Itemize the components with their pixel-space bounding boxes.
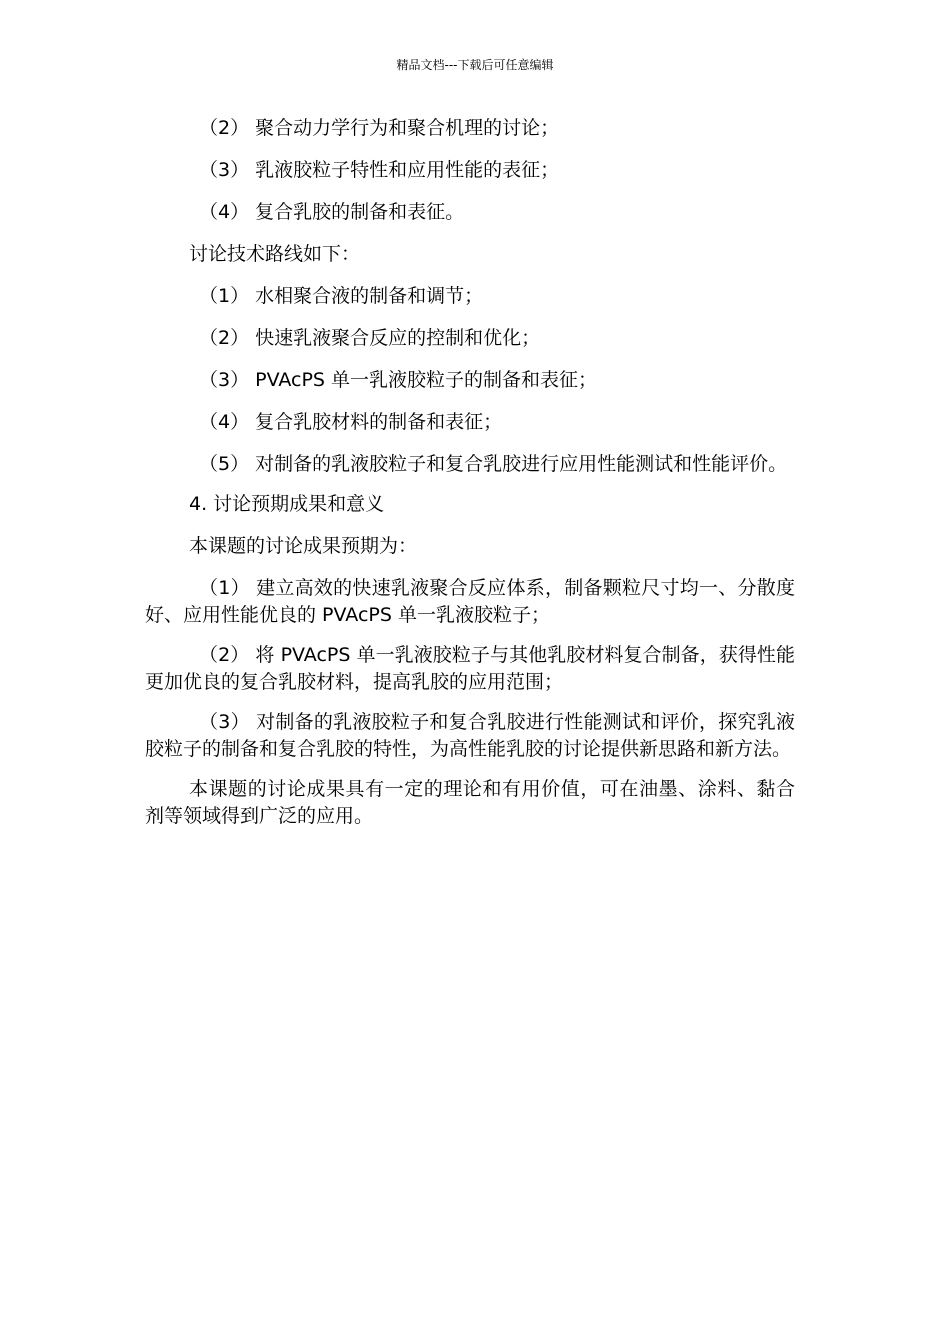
- page-header: 精品文档---下载后可任意编辑: [396, 58, 554, 72]
- route-item-4: （4） 复合乳胶材料的制备和表征；: [199, 411, 503, 433]
- objective-item-4: （4） 复合乳胶的制备和表征。: [199, 201, 465, 223]
- document-body: [145, 115, 795, 843]
- route-item-2: （2） 快速乳液聚合反应的控制和优化；: [199, 327, 541, 349]
- route-item-3: （3） PVAcPS 单一乳液胶粒子的制备和表征；: [199, 369, 598, 391]
- route-item-5: （5） 对制备的乳液胶粒子和复合乳胶进行应用性能测试和性能评价。: [199, 453, 788, 475]
- objective-item-2: （2） 聚合动力学行为和聚合机理的讨论；: [199, 117, 560, 139]
- expected-result-item-3: （3） 对制备的乳液胶粒子和复合乳胶进行性能测试和评价，探究乳液胶粒子的制备和复合乳胶的特性，为高性能乳胶的讨论提供新思路和新方法。: [145, 711, 795, 760]
- expected-results-intro: 本课题的讨论成果预期为：: [189, 535, 418, 557]
- conclusion-paragraph: 本课题的讨论成果具有一定的理论和有用价值，可在油墨、涂料、黏合剂等领域得到广泛的应用。: [145, 778, 795, 827]
- section-heading-expected-results: 4. 讨论预期成果和意义: [189, 493, 385, 515]
- expected-result-item-2: （2） 将 PVAcPS 单一乳液胶粒子与其他乳胶材料复合制备，获得性能更加优良的复合乳胶材料，提高乳胶的应用范围；: [145, 644, 795, 693]
- expected-result-item-1: （1） 建立高效的快速乳液聚合反应体系，制备颗粒尺寸均一、分散度好、应用性能优良的 PVAcPS 单一乳液胶粒子；: [145, 577, 795, 626]
- technical-route-heading: 讨论技术路线如下：: [189, 243, 361, 265]
- objective-item-3: （3） 乳液胶粒子特性和应用性能的表征；: [199, 159, 560, 181]
- route-item-1: （1） 水相聚合液的制备和调节；: [199, 285, 484, 307]
